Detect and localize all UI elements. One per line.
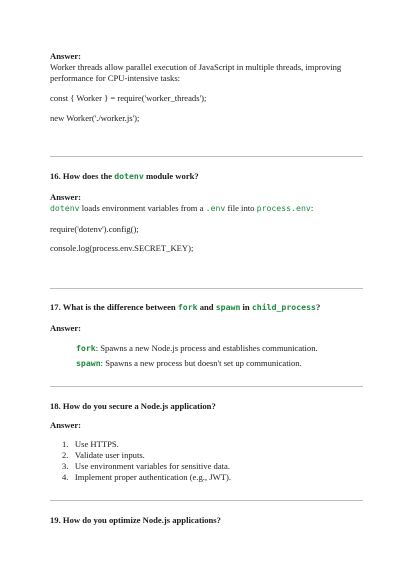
title-text: in	[240, 302, 252, 312]
answer-text: Worker threads allow parallel execution of JavaScript in multiple threads, improving	[50, 62, 342, 72]
text: : Spawns a new Node.js process and establishes communication.	[95, 343, 318, 353]
inline-code: fork	[76, 343, 96, 353]
list-number: 2.	[62, 450, 69, 460]
list-item	[62, 461, 230, 473]
question-title	[50, 171, 199, 183]
title-text: module work?	[143, 171, 199, 181]
answer-text	[50, 203, 313, 215]
code-line: new Worker('./worker.js');	[50, 113, 140, 123]
list-number: 4.	[62, 472, 69, 482]
list-item	[62, 450, 145, 462]
inline-code: .env	[205, 203, 226, 213]
text: : Spawns a new process but doesn't set up communication.	[100, 358, 302, 368]
list-item	[76, 343, 318, 355]
divider	[50, 500, 363, 501]
list-item	[62, 439, 119, 451]
inline-code: process.env	[256, 203, 311, 213]
title-text: 17. What is the difference between	[50, 302, 178, 312]
inline-code: spawn	[76, 358, 101, 368]
title-text: ?	[315, 302, 321, 312]
list-item	[76, 358, 302, 370]
answer-label: Answer:	[50, 192, 82, 202]
code-line: console.log(process.env.SECRET_KEY);	[50, 243, 194, 253]
title-text: and	[197, 302, 216, 312]
text: file into	[225, 203, 257, 213]
text: Use HTTPS.	[74, 439, 119, 449]
answer-label: Answer:	[50, 420, 82, 430]
text: :	[310, 203, 314, 213]
divider	[50, 386, 363, 387]
answer-text: performance for CPU-intensive tasks:	[50, 73, 181, 83]
list-item	[62, 472, 231, 484]
code-line: require('dotenv').config();	[50, 224, 139, 234]
divider	[50, 156, 363, 157]
question-title	[50, 302, 320, 314]
code-line: const { Worker } = require('worker_threads');	[50, 93, 207, 103]
divider	[50, 288, 363, 289]
list-number: 1.	[62, 439, 69, 449]
text: Validate user inputs.	[74, 450, 145, 460]
text: Use environment variables for sensitive data.	[74, 461, 231, 471]
inline-code: dotenv	[114, 171, 144, 181]
answer-label: Answer:	[50, 51, 82, 61]
inline-code: spawn	[215, 302, 241, 312]
answer-label: Answer:	[50, 323, 82, 333]
text: loads environment variables from a	[79, 203, 206, 213]
question-title: 19. How do you optimize Node.js applications?	[50, 515, 221, 525]
inline-code: fork	[177, 302, 198, 312]
inline-code: dotenv	[50, 203, 80, 213]
list-number: 3.	[62, 461, 69, 471]
text: Implement proper authentication (e.g., JWT).	[74, 472, 231, 482]
inline-code: child_process	[251, 302, 316, 312]
title-text: 16. How does the	[50, 171, 115, 181]
question-title: 18. How do you secure a Node.js application?	[50, 401, 216, 411]
